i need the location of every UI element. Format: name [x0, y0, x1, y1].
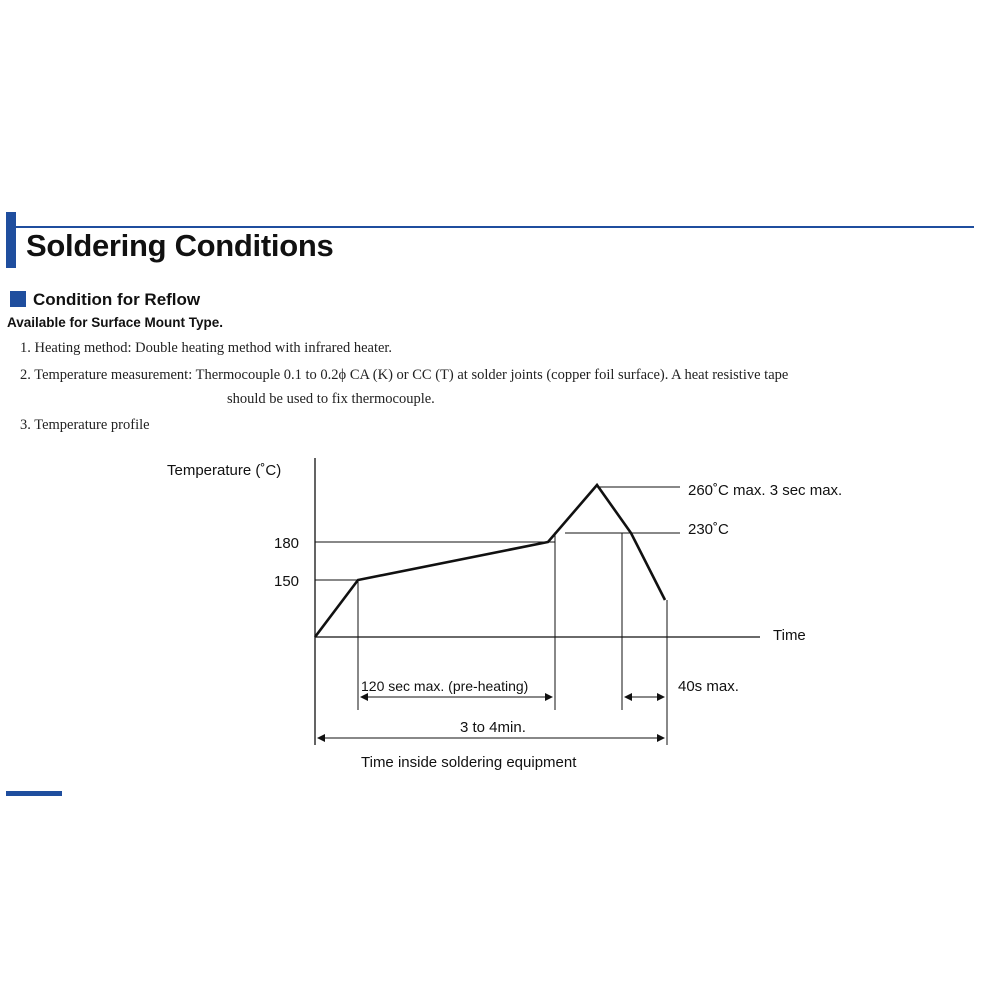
temperature-measurement-continued: should be used to fix thermocouple.	[227, 391, 435, 407]
y-axis-label: Temperature (˚C)	[167, 462, 282, 479]
section-subtitle: Available for Surface Mount Type.	[7, 315, 224, 330]
section-title: Condition for Reflow	[33, 290, 201, 309]
heating-method-item: 1. Heating method: Double heating method with infrared heater.	[20, 340, 393, 356]
page-title: Soldering Conditions	[26, 228, 334, 263]
reflow-temp-annotation: 230˚C	[688, 521, 729, 538]
next-section-accent	[6, 791, 62, 796]
tick-label-150: 150	[274, 573, 300, 590]
preheat-span-label: 120 sec max. (pre-heating)	[361, 678, 529, 694]
footer-caption: Time inside soldering equipment	[361, 754, 577, 771]
tick-label-180: 180	[274, 535, 300, 552]
peak-annotation: 260˚C max. 3 sec max.	[688, 482, 843, 499]
x-axis-label: Time	[773, 627, 806, 644]
temperature-profile-item: 3. Temperature profile	[20, 417, 150, 433]
reflow-span-label: 40s max.	[678, 678, 739, 695]
total-span-label: 3 to 4min.	[460, 719, 526, 736]
temperature-measurement-item: 2. Temperature measurement: Thermocouple 0.1 to 0.2ϕ CA (K) or CC (T) at solder joints (copper foil surface). A heat resistive tape	[20, 367, 789, 383]
profile-curve	[315, 485, 665, 637]
